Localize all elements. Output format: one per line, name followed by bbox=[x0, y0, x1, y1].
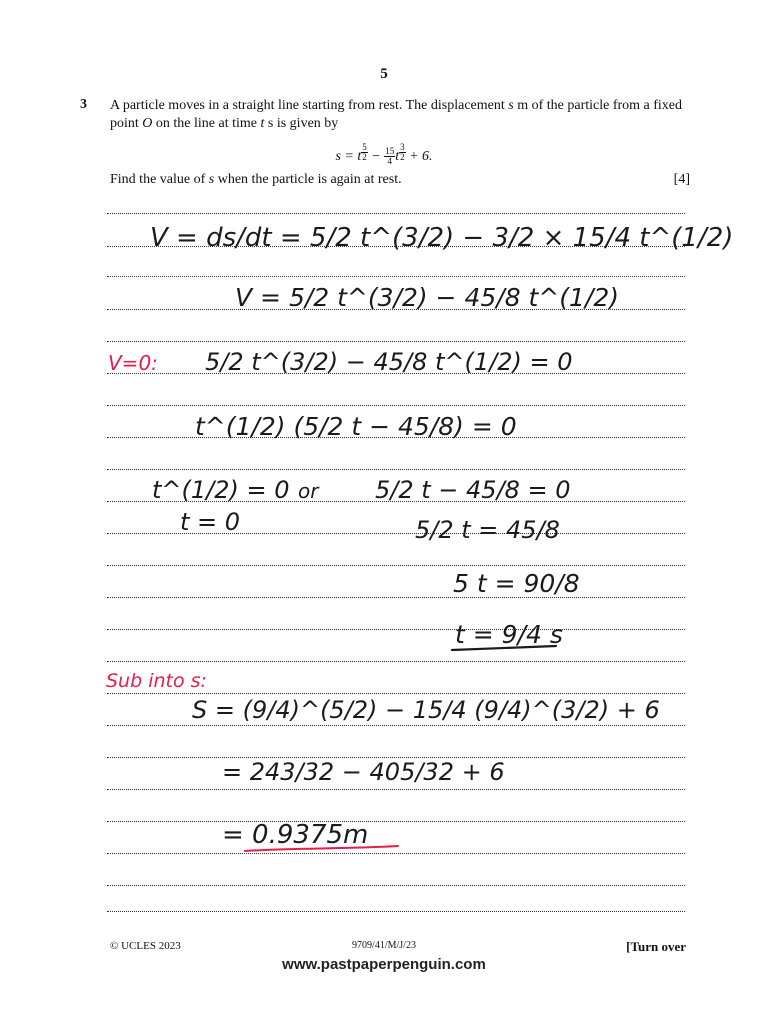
working-line-bracket-zero: 5/2 t − 45/8 = 0 bbox=[375, 476, 571, 504]
formula-tail: + 6. bbox=[405, 149, 433, 164]
exponent-five-halves: 5 2 bbox=[362, 142, 367, 162]
formula-t: t bbox=[395, 149, 400, 164]
page-number: 5 bbox=[380, 66, 388, 82]
working-line-or: or bbox=[298, 479, 319, 503]
formula-lhs: s = t bbox=[335, 149, 362, 164]
working-line-factorised: t^(1/2) (5/2 t − 45/8) = 0 bbox=[195, 412, 517, 441]
working-line-final-answer: = 0.9375m bbox=[222, 820, 369, 850]
question-text-part: s is given by bbox=[264, 116, 339, 131]
red-annotation-sub-into-s: Sub into s: bbox=[106, 670, 207, 692]
question-text-part: on the line at time bbox=[152, 116, 261, 131]
turn-over-note: [Turn over bbox=[626, 939, 686, 954]
working-line-rearranged: 5/2 t = 45/8 bbox=[415, 516, 560, 544]
formula-minus: − bbox=[367, 149, 385, 164]
working-line-fractions: = 243/32 − 405/32 + 6 bbox=[222, 758, 505, 786]
working-line-velocity: V = 5/2 t^(3/2) − 45/8 t^(1/2) bbox=[235, 283, 620, 312]
variable-t: t bbox=[260, 116, 265, 131]
find-text-part: when the particle is again at rest. bbox=[214, 172, 402, 187]
working-line-root-zero: t^(1/2) = 0 bbox=[152, 476, 290, 504]
working-line-t-answer: t = 9/4 s bbox=[455, 620, 563, 649]
paper-code: 9709/41/M/J/23 bbox=[352, 940, 416, 951]
variable-s: s bbox=[508, 98, 514, 113]
working-line-substitution: S = (9/4)^(5/2) − 15/4 (9/4)^(3/2) + 6 bbox=[192, 696, 660, 724]
exponent-three-halves: 3 2 bbox=[400, 142, 405, 162]
find-text-part: Find the value of bbox=[110, 172, 209, 187]
question-text-part: A particle moves in a straight line starting from rest. The displacement bbox=[110, 98, 509, 113]
point-o: O bbox=[142, 116, 153, 131]
working-line-set-zero: 5/2 t^(3/2) − 45/8 t^(1/2) = 0 bbox=[205, 348, 573, 376]
question-number: 3 bbox=[80, 97, 87, 112]
variable-s: s bbox=[208, 172, 215, 187]
red-annotation-v-zero: V=0: bbox=[108, 351, 158, 375]
coefficient-fifteen-quarters: $\frac{15}{4}$ bbox=[385, 146, 395, 167]
question-text-part: m of the particle from a fixed point bbox=[110, 98, 683, 131]
working-line-t-zero: t = 0 bbox=[180, 508, 241, 536]
working-line-velocity-derivative: V = ds/dt = 5/2 t^(3/2) − 3/2 × 15/4 t^(1/2) bbox=[150, 223, 734, 253]
working-line-five-t: 5 t = 90/8 bbox=[453, 569, 580, 598]
marks-allocation: [4] bbox=[673, 172, 690, 187]
watermark-url: www.pastpaperpenguin.com bbox=[282, 956, 486, 973]
copyright-footer: © UCLES 2023 bbox=[110, 940, 181, 952]
